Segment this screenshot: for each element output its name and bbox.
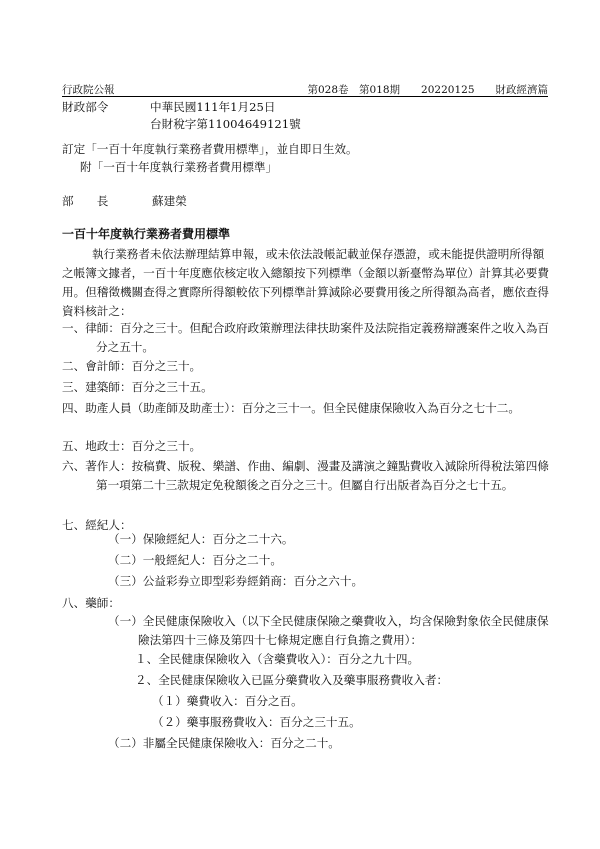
item-architect: 三、建築師：百分之三十五。 [62,380,213,394]
item-pharm-non-nhi: （二）非屬全民健康保險收入：百分之二十。 [108,736,340,750]
item-author: 六、著作人：按稿費、版稅、樂譜、作曲、編劇、漫畫及講演之鐘點費收入減除所得稅法第四條第一項第二十三款規定免稅額後之百分之三十。但屬自行出版者為百分之七十五。 [62,459,549,492]
item-pharm-nhi: （一）全民健康保險收入（以下全民健康保險之藥費收入，均含保險對象依全民健康保險法第四十三條及第四十七條規定應自行負擔之費用）： [108,614,549,647]
header-rule [62,96,548,97]
standard-intro: 執行業務者未依法辦理結算申報，或未依法設帳記載並保存憑證，或未能提供證明所得額之帳簿文據者，一百十年度應依核定收入總額按下列標準（金額以新臺幣為單位）計算其必要費用。但稽徵機關查得之實際所得額較依下列標準計算減除必要費用後之所得額為高者，應依查得資料核計之： [62,247,549,318]
minister-name: 蘇建榮 [152,194,187,208]
item-pharm-nhi-2: ２、全民健康保險收入已區分藥費收入及藥事服務費收入者： [135,673,449,687]
item-midwife: 四、助產人員（助產師及助產士）：百分之三十一。但全民健康保險收入為百分之七十二。 [62,401,520,415]
running-header [62,82,548,96]
item-pharm-nhi-2b: （２）藥事服務費收入：百分之三十五。 [152,715,361,729]
publication-name: 行政院公報 [62,84,115,96]
standard-title: 一百十年度執行業務者費用標準 [62,227,231,241]
item-land-agent: 五、地政士：百分之三十。 [62,439,202,453]
item-pharm-nhi-2a: （１）藥費收入：百分之百。 [152,694,303,708]
document-number: 台財稅字第11004649121號 [150,117,301,131]
item-broker-general: （二）一般經紀人：百分之二十。 [108,553,282,567]
item-broker-insurance: （一）保險經紀人：百分之二十六。 [108,532,294,546]
minister-title: 部 長 [62,194,109,208]
item-broker: 七、經紀人： [62,518,132,532]
ministry-order-label: 財政部令 [62,100,109,114]
item-lawyer: 一、律師：百分之三十。但配合政府政策辦理法律扶助案件及法院指定義務辯護案件之收入為百分之五十。 [62,321,549,354]
item-pharm-nhi-1: １、全民健康保險收入（含藥費收入）：百分之九十四。 [135,652,420,666]
item-pharmacist: 八、藥師： [62,596,120,610]
attachment-note: 附「一百十年度執行業務者費用標準」 [80,160,278,174]
order-date: 中華民國111年1月25日 [150,100,276,114]
item-broker-lottery: （三）公益彩券立即型彩券經銷商：百分之六十。 [108,574,364,588]
item-accountant: 二、會計師：百分之三十。 [62,359,202,373]
order-statement: 訂定「一百十年度執行業務者費用標準」，並自即日生效。 [62,142,358,156]
issue-info: 第028卷 第018期 20220125 財政經濟篇 [307,84,548,96]
